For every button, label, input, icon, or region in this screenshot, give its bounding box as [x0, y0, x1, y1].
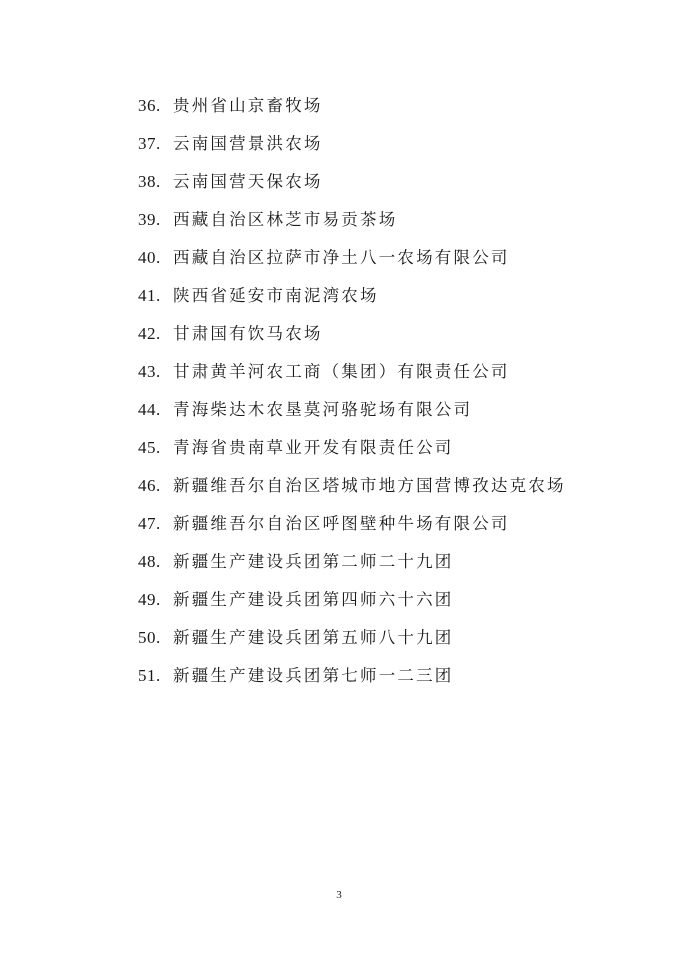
- list-item-number: 37.: [138, 134, 161, 153]
- list-item-number: 38.: [138, 172, 161, 191]
- list-item-text: 新疆维吾尔自治区塔城市地方国营博孜达克农场: [173, 476, 566, 495]
- list-item: [138, 129, 566, 167]
- list-item-text: 陕西省延安市南泥湾农场: [173, 286, 379, 305]
- list-item-text: 甘肃国有饮马农场: [173, 324, 323, 343]
- list-item: [138, 509, 566, 547]
- list-item: [138, 167, 566, 205]
- list-item: [138, 585, 566, 623]
- list-item-number: 36.: [138, 96, 161, 115]
- list-item-text: 青海柴达木农垦莫河骆驼场有限公司: [173, 400, 473, 419]
- list-item-number: 46.: [138, 476, 161, 495]
- list-item-text: 云南国营天保农场: [173, 172, 323, 191]
- list-item-number: 50.: [138, 628, 161, 647]
- list-item: [138, 661, 566, 699]
- list-item-number: 39.: [138, 210, 161, 229]
- list-item-text: 新疆生产建设兵团第四师六十六团: [173, 590, 454, 609]
- list-item-number: 48.: [138, 552, 161, 571]
- list-item-text: 新疆生产建设兵团第五师八十九团: [173, 628, 454, 647]
- list-item-number: 47.: [138, 514, 161, 533]
- list-item-text: 新疆生产建设兵团第七师一二三团: [173, 666, 454, 685]
- list-item: [138, 205, 566, 243]
- list-item-text: 西藏自治区拉萨市净土八一农场有限公司: [173, 248, 510, 267]
- list-item-number: 41.: [138, 286, 161, 305]
- page-number: 3: [336, 889, 342, 901]
- list-item: [138, 243, 566, 281]
- list-item-number: 43.: [138, 362, 161, 381]
- list-item-text: 甘肃黄羊河农工商（集团）有限责任公司: [173, 362, 510, 381]
- list-item-text: 新疆生产建设兵团第二师二十九团: [173, 552, 454, 571]
- list-item: [138, 433, 566, 471]
- list-item-text: 西藏自治区林芝市易贡茶场: [173, 210, 398, 229]
- list-item: [138, 471, 566, 509]
- list-item: [138, 357, 566, 395]
- list-item-text: 云南国营景洪农场: [173, 134, 323, 153]
- list-item: [138, 395, 566, 433]
- farm-list: [138, 91, 566, 699]
- list-item: [138, 91, 566, 129]
- list-item-number: 40.: [138, 248, 161, 267]
- list-item-number: 51.: [138, 666, 161, 685]
- list-item-text: 贵州省山京畜牧场: [173, 96, 323, 115]
- list-item-number: 42.: [138, 324, 161, 343]
- list-item: [138, 547, 566, 585]
- list-item: [138, 281, 566, 319]
- list-item-number: 49.: [138, 590, 161, 609]
- list-item-number: 44.: [138, 400, 161, 419]
- list-item: [138, 623, 566, 661]
- list-item-text: 新疆维吾尔自治区呼图壁种牛场有限公司: [173, 514, 510, 533]
- list-item-text: 青海省贵南草业开发有限责任公司: [173, 438, 454, 457]
- list-item: [138, 319, 566, 357]
- list-item-number: 45.: [138, 438, 161, 457]
